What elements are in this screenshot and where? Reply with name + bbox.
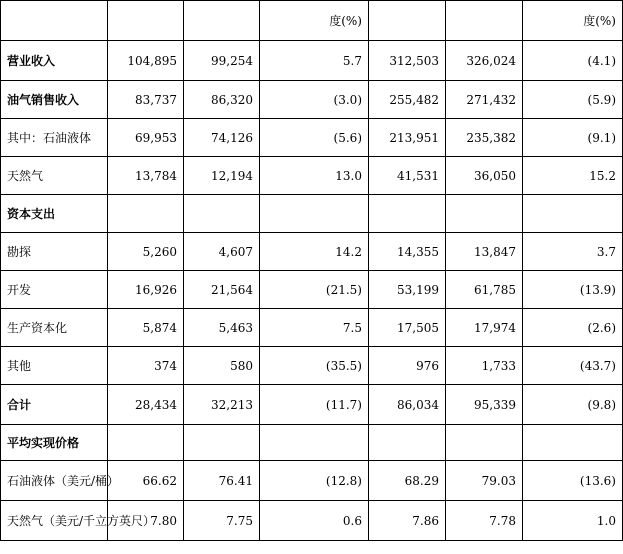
cell-change: 15.2 [523,157,623,195]
cell-value: 76.41 [184,461,260,501]
row-label: 开发 [1,271,108,309]
cell-value: 1,733 [446,347,523,385]
header-row [1,1,623,41]
cell-value: 41,531 [369,157,446,195]
table-row-development [1,271,623,309]
table-row-gas-price [1,501,623,541]
cell-value: 235,382 [446,119,523,157]
cell-change: 7.5 [260,309,369,347]
row-label: 其他 [1,347,108,385]
cell-value: 5,260 [108,233,184,271]
cell-value: 7.86 [369,501,446,541]
section-heading: 资本支出 [1,195,108,233]
cell-value: 4,607 [184,233,260,271]
header-cell-pct-change-1: 度(%) [260,1,369,41]
cell-value: 28,434 [108,385,184,425]
cell-value: 83,737 [108,81,184,119]
cell-change: 5.7 [260,41,369,81]
cell-change: (9.8) [523,385,623,425]
cell-value: 580 [184,347,260,385]
cell-value: 86,320 [184,81,260,119]
row-label: 营业收入 [1,41,108,81]
cell-value: 14,355 [369,233,446,271]
cell-value: 13,784 [108,157,184,195]
cell-change: (13.6) [523,461,623,501]
row-label: 石油液体（美元/桶） [1,461,108,501]
cell-change: 1.0 [523,501,623,541]
cell-value: 36,050 [446,157,523,195]
header-cell-col5 [446,1,523,41]
cell-value: 61,785 [446,271,523,309]
cell-change: (43.7) [523,347,623,385]
row-label: 勘探 [1,233,108,271]
cell-value: 21,564 [184,271,260,309]
table-row-natural-gas [1,157,623,195]
cell-value: 68.29 [369,461,446,501]
cell-value: 7.80 [108,501,184,541]
header-cell-col2 [184,1,260,41]
cell-change: (12.8) [260,461,369,501]
table-row-exploration [1,233,623,271]
row-label: 油气销售收入 [1,81,108,119]
cell-value: 255,482 [369,81,446,119]
cell-change: (13.9) [523,271,623,309]
cell-change: (9.1) [523,119,623,157]
table-row-capitalized-production [1,309,623,347]
cell-change: (11.7) [260,385,369,425]
table-row-capex-heading [1,195,623,233]
cell-value: 374 [108,347,184,385]
cell-value: 17,974 [446,309,523,347]
cell-value: 53,199 [369,271,446,309]
cell-change: (5.6) [260,119,369,157]
table-row-avg-price-heading [1,425,623,461]
header-cell-pct-change-2: 度(%) [523,1,623,41]
table-row-liquids-price [1,461,623,501]
cell-value: 16,926 [108,271,184,309]
cell-value: 271,432 [446,81,523,119]
cell-change: (4.1) [523,41,623,81]
cell-value: 95,339 [446,385,523,425]
header-cell-label [1,1,108,41]
cell-value: 5,463 [184,309,260,347]
cell-change: (2.6) [523,309,623,347]
cell-value: 86,034 [369,385,446,425]
cell-value: 5,874 [108,309,184,347]
header-cell-col4 [369,1,446,41]
cell-value: 17,505 [369,309,446,347]
cell-change: (35.5) [260,347,369,385]
table-row-revenue [1,41,623,81]
cell-value: 74,126 [184,119,260,157]
row-label: 生产资本化 [1,309,108,347]
cell-change: (3.0) [260,81,369,119]
row-label: 合计 [1,385,108,425]
cell-value: 99,254 [184,41,260,81]
cell-value: 12,194 [184,157,260,195]
table-row-other [1,347,623,385]
cell-value: 79.03 [446,461,523,501]
cell-value: 7.78 [446,501,523,541]
row-label: 其中：石油液体 [1,119,108,157]
cell-value: 326,024 [446,41,523,81]
row-label: 天然气 [1,157,108,195]
cell-change: 14.2 [260,233,369,271]
table-row-oil-gas-sales [1,81,623,119]
cell-value: 69,953 [108,119,184,157]
cell-value: 976 [369,347,446,385]
header-cell-col1 [108,1,184,41]
cell-value: 104,895 [108,41,184,81]
cell-change: (5.9) [523,81,623,119]
row-label: 天然气（美元/千立方英尺） [1,501,108,541]
table-row-total [1,385,623,425]
cell-change: 13.0 [260,157,369,195]
cell-change: 3.7 [523,233,623,271]
section-heading: 平均实现价格 [1,425,108,461]
cell-change: (21.5) [260,271,369,309]
cell-value: 66.62 [108,461,184,501]
cell-value: 7.75 [184,501,260,541]
cell-change: 0.6 [260,501,369,541]
cell-value: 13,847 [446,233,523,271]
table-row-liquids [1,119,623,157]
cell-value: 32,213 [184,385,260,425]
cell-value: 213,951 [369,119,446,157]
cell-value: 312,503 [369,41,446,81]
